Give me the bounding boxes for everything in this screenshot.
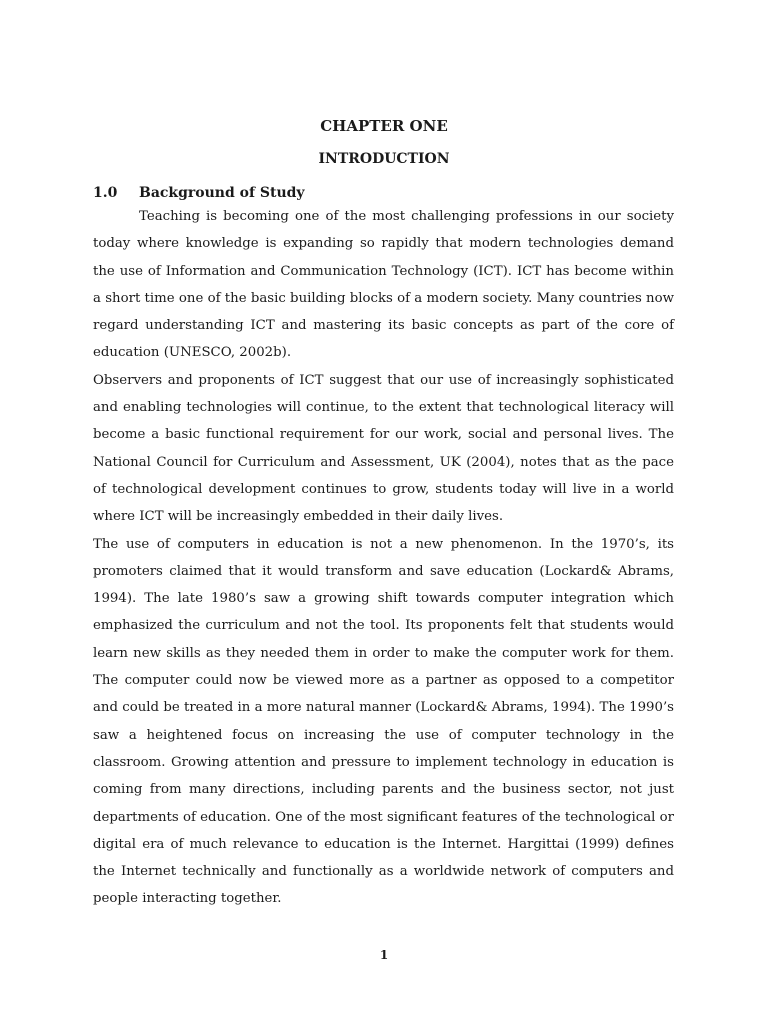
- paragraph: Observers and proponents of ICT suggest that our use of increasingly sophisticated and enabling technologies will continue, to the extent that technological literacy will become a basic functional requirement for our work, social and personal lives. The National Council for Curriculum and Assessment, UK (2004), notes that as the pace of technological development continues to grow, students today will live in a world where ICT will be increasingly embedded in their daily lives.: [93, 372, 674, 525]
- paragraph: Teaching is becoming one of the most challenging professions in our society today where knowledge is expanding so rapidly that modern technologies demand the use of Information and Communication Technology (ICT). ICT has become within a short time one of the basic building blocks of a modern society. Many countries now regard understanding ICT and mastering its basic concepts as part of the core of education (UNESCO, 2002b).: [93, 209, 674, 361]
- chapter-subtitle: INTRODUCTION: [318, 151, 450, 167]
- section-number: 1.0: [93, 185, 118, 201]
- paragraph: The use of computers in education is not a new phenomenon. In the 1970’s, its promoters claimed that it would transform and save education (Lockard& Abrams, 1994). The late 1980’s saw a growing shift towards computer integration which emphasized the curriculum and not the tool. Its proponents felt that students would learn new skills as they needed them in order to make the computer work for them. The computer could now be viewed more as a partner as opposed to a competitor and could be treated in a more natural manner (Lockard& Abrams, 1994). The 1990’s saw a heightened focus on increasing the use of computer technology in the classroom. Growing attention and pressure to implement technology in education is coming from many directions, including parents and the business sector, not just departments of education. One of the most significant features of the technological or digital era of much relevance to education is the Internet. Hargittai (1999) defines the Internet technically and functionally as a worldwide network of computers and people interacting together.: [93, 536, 674, 907]
- page-number: 1: [379, 948, 389, 962]
- section-heading: [93, 185, 305, 201]
- chapter-title: CHAPTER ONE: [320, 117, 448, 135]
- section-title: Background of Study: [139, 185, 305, 201]
- body-text: [93, 203, 674, 913]
